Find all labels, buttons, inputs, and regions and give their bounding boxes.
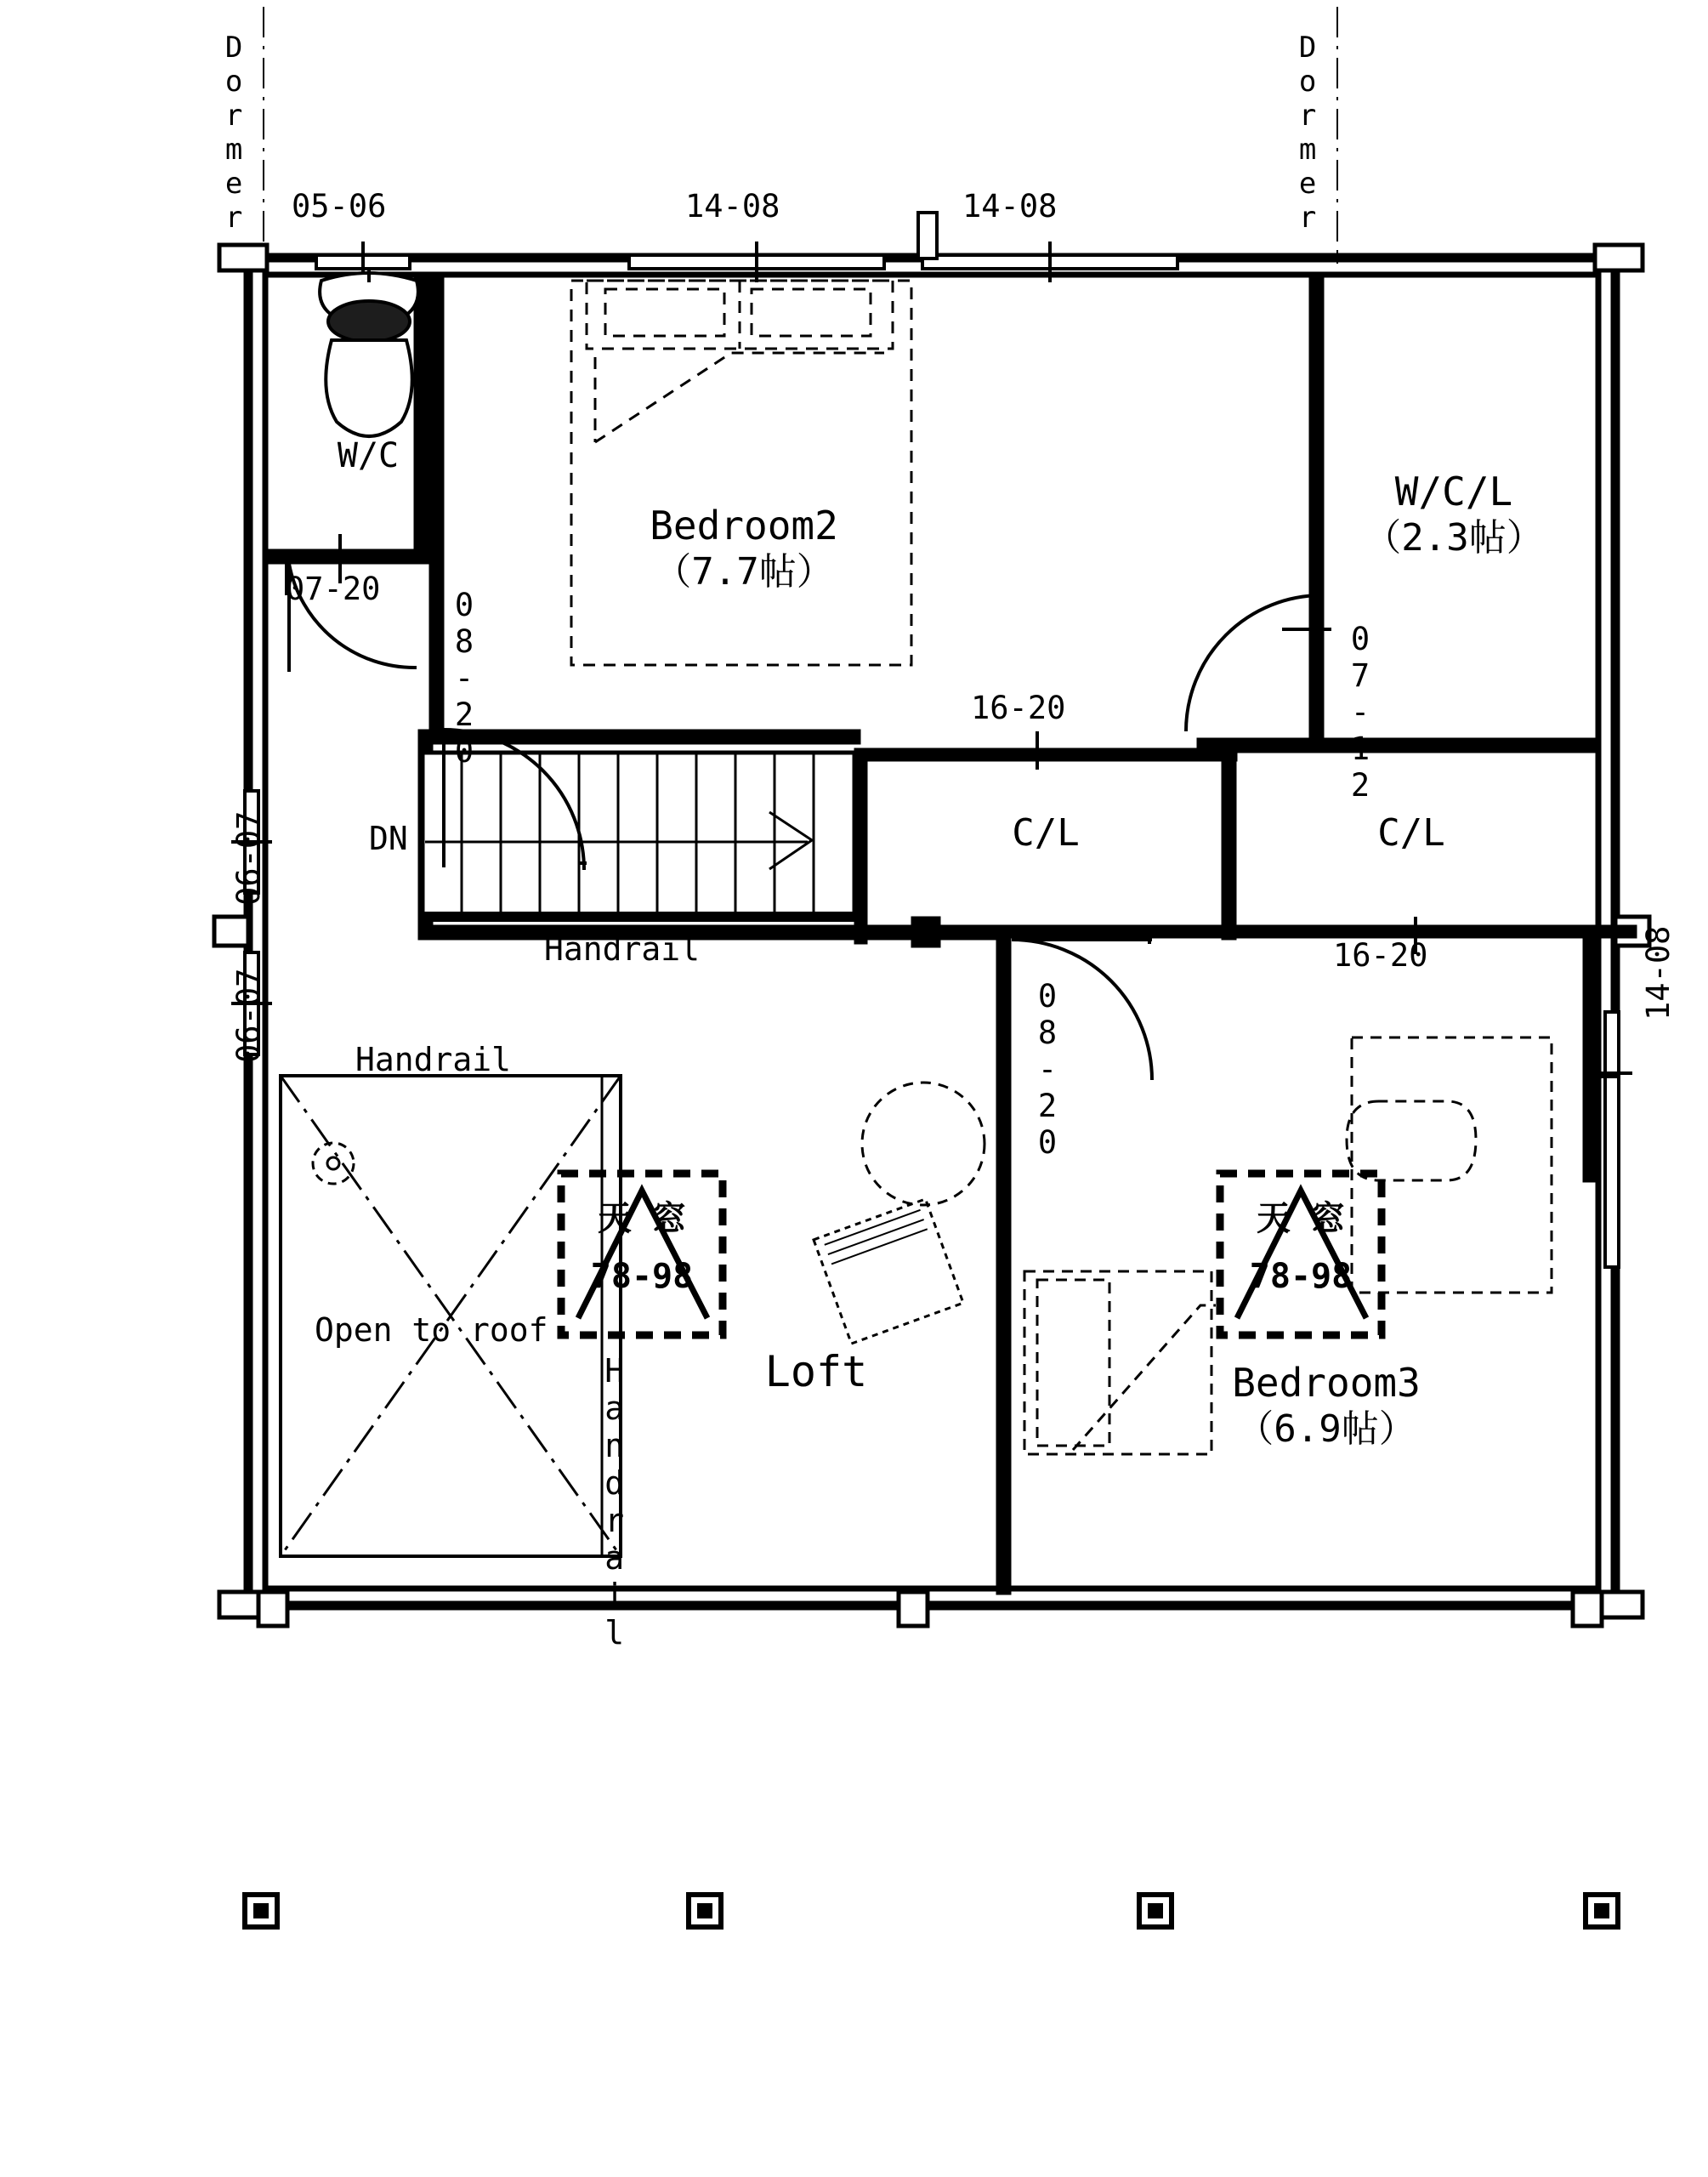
dim-closet2-door: 16-20: [1333, 937, 1428, 974]
dim-wcl-door: 07-12: [1342, 621, 1379, 804]
dim-loft-door: 08-20: [1029, 978, 1066, 1161]
dim-closet1-door: 16-20: [971, 690, 1066, 726]
bedroom2-furniture: [571, 281, 911, 665]
dim-left-window-upper: 06-07: [230, 810, 267, 906]
room-label-wcl: W/C/L: [1394, 469, 1513, 514]
label-stair-direction: DN: [369, 820, 408, 857]
dormer-centerlines: [264, 7, 1337, 264]
label-open-to-roof: Open to roof: [315, 1311, 548, 1349]
dim-top-left-window: 05-06: [292, 188, 387, 225]
dim-top-mid-window: 14-08: [685, 188, 780, 225]
label-handrail-loft-top: Handrail: [355, 1041, 512, 1078]
label-handrail-stair: Handrail: [544, 930, 701, 968]
bottom-markers: [245, 1895, 1618, 1927]
room-label-closet2: C/L: [1377, 811, 1445, 855]
staircase: [423, 753, 854, 922]
room-label-loft: Loft: [764, 1347, 868, 1396]
skylight-boxes: [561, 1174, 1382, 1335]
room-area-wcl: （2.3帖）: [1364, 516, 1544, 560]
room-label-bedroom3: Bedroom3: [1232, 1360, 1421, 1406]
label-dormer-left: Dormer: [217, 31, 252, 235]
room-label-wc: W/C: [337, 436, 400, 475]
room-area-bedroom3: （6.9帖）: [1236, 1407, 1416, 1451]
room-label-bedroom2: Bedroom2: [650, 503, 838, 549]
label-skylight-left: 天 窓: [597, 1199, 687, 1238]
toilet-fixture: [320, 270, 418, 436]
bottom-marker-fills: [253, 1903, 1609, 1918]
dim-top-right-window: 14-08: [962, 188, 1058, 225]
dim-left-window-lower: 06-07: [230, 968, 267, 1063]
dim-skylight-right: 78-98: [1249, 1257, 1353, 1296]
dim-bedroom2-door: 08-20: [445, 587, 483, 770]
label-handrail-loft-vertical: Handrail: [595, 1352, 633, 1651]
dim-right-window: 14-08: [1640, 925, 1677, 1020]
label-dormer-right: Dormer: [1291, 31, 1325, 235]
label-skylight-right: 天 窓: [1256, 1199, 1346, 1238]
dim-wc-door: 07-20: [286, 571, 381, 607]
loft-objects: [814, 1083, 985, 1344]
room-label-closet1: C/L: [1012, 811, 1080, 855]
room-area-bedroom2: （7.7帖）: [654, 550, 834, 594]
dim-skylight-left: 78-98: [590, 1257, 694, 1296]
